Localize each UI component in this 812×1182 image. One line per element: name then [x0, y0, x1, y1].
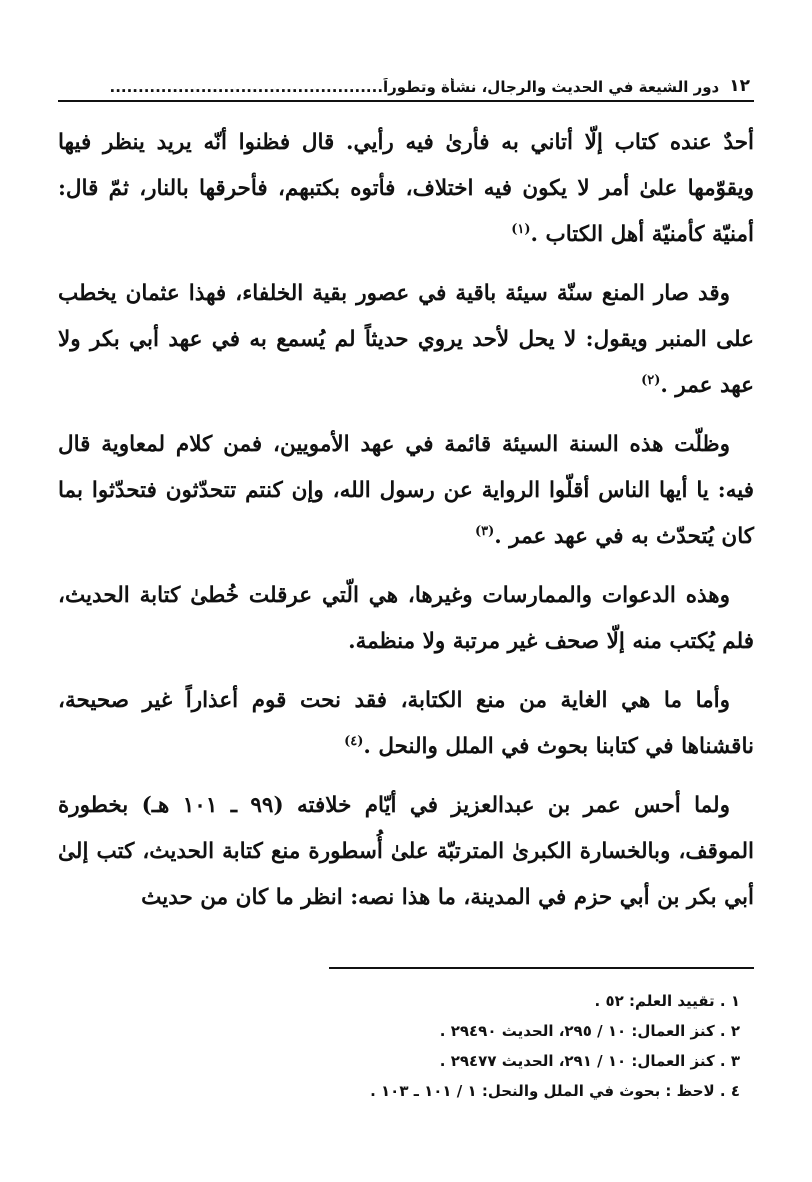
- paragraph-6: [58, 783, 754, 921]
- running-title-line: [62, 78, 719, 96]
- footnotes: [58, 986, 740, 1106]
- running-header: [62, 62, 750, 96]
- paragraph-text: وهذه الدعوات والممارسات وغيرها، هي الّتي عرقلت خُطىٰ كتابة الحديث، فلم يُكتب منه إلّا صحف غير مرتبة ولا منظمة.: [58, 583, 754, 654]
- running-title: دور الشيعة في الحديث والرجال، نشأة وتطوراً: [383, 78, 720, 96]
- footnote-rule: [329, 967, 754, 969]
- page-number: ١٢: [729, 76, 750, 96]
- paragraph-text: وظلّت هذه السنة السيئة قائمة في عهد الأمويين، فمن كلام لمعاوية قال فيه: يا أيها الناس أقلّوا الرواية عن رسول الله، وإن كنتم تتحدّثون فتحدّثوا بما كان يُتحدّث به في عهد عمر .: [58, 432, 754, 549]
- footnote-3: ٣ . كنز العمال: ١٠ / ٢٩١، الحديث ٢٩٤٧٧ .: [439, 1052, 740, 1070]
- paragraph-text: أحدٌ عنده كتاب إلّا أتاني به فأرىٰ فيه رأيي. قال فظنوا أنّه يريد ينظر فيها ويقوّمها علىٰ أمر لا يكون فيه اختلاف، فأتوه بكتبهم، فأحرقها بالنار، ثمّ قال: أمنيّة كأمنيّة أهل الكتاب .: [58, 130, 754, 247]
- paragraph-3: [58, 422, 754, 560]
- paragraph-text: وقد صار المنع سنّة سيئة باقية في عصور بقية الخلفاء، فهذا عثمان يخطب على المنبر ويقول: لا يحل لأحد يروي حديثاً لم يُسمع به في عهد أبي بكر ولا عهد عمر .: [58, 281, 754, 398]
- footnote-marker: (٣): [475, 523, 495, 539]
- paragraph-2: [58, 271, 754, 409]
- footnote-marker: (٤): [344, 733, 364, 749]
- paragraph-text: وأما ما هي الغاية من منع الكتابة، فقد نحت قوم أعذاراً غير صحيحة، ناقشناها في كتابنا بحوث في الملل والنحل .: [58, 688, 754, 759]
- paragraph-1: [58, 120, 754, 258]
- footnote-marker: (١): [511, 221, 531, 237]
- header-rule: [58, 100, 754, 102]
- paragraph-4: [58, 573, 754, 665]
- leader-dots: ................................................: [109, 78, 384, 96]
- footnote-marker: (٢): [641, 372, 661, 388]
- body-text: [58, 120, 754, 934]
- paragraph-text: ولما أحس عمر بن عبدالعزيز في أيّام خلافته (٩٩ ـ ١٠١ هـ) بخطورة الموقف، وبالخسارة الكبرىٰ المترتبّة علىٰ أُسطورة منع كتابة الحديث، كتب إلىٰ أبي بكر بن أبي حزم في المدينة، ما هذا نصه: انظر ما كان من حديث: [58, 793, 754, 910]
- footnote-1: ١ . تقييد العلم: ٥٢ .: [594, 992, 740, 1010]
- footnote-2: ٢ . كنز العمال: ١٠ / ٢٩٥، الحديث ٢٩٤٩٠ .: [439, 1022, 740, 1040]
- paragraph-5: [58, 678, 754, 770]
- footnote-4: ٤ . لاحظ : بحوث في الملل والنحل: ١ / ١٠١ ـ ١٠٣ .: [370, 1082, 740, 1100]
